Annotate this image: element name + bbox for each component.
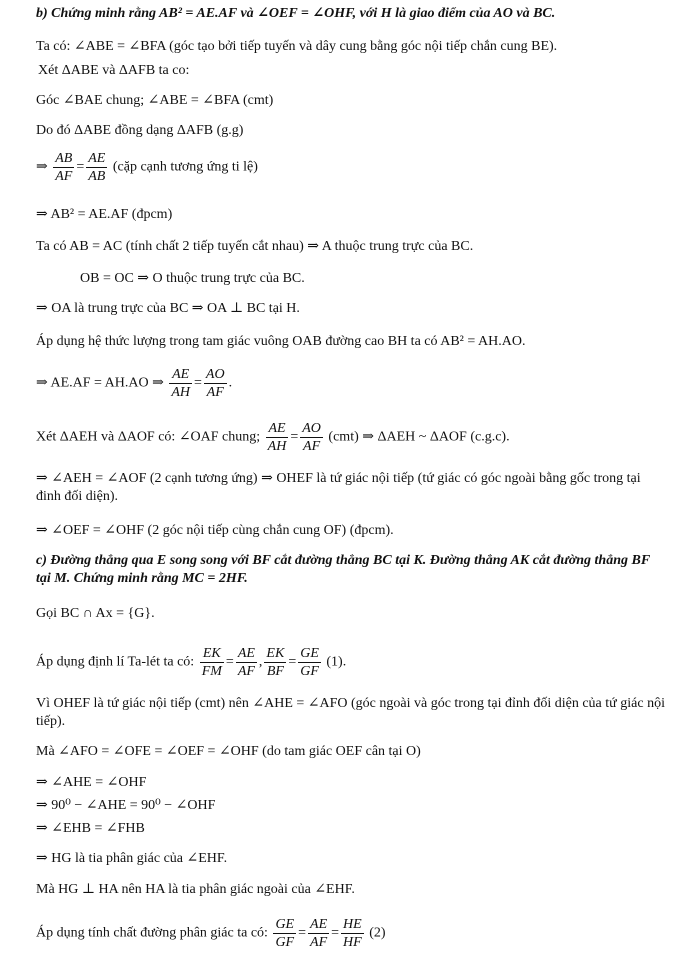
equals-symbol: = (288, 654, 297, 670)
part-c-heading: c) Đường thẳng qua E song song với BF cắt đường thẳng BC tại K. Đường thẳng AK cắt đường thẳng BF tại M. Chứng minh rằng MC = 2HF. (36, 553, 650, 586)
equals-symbol: = (225, 654, 234, 670)
equation-number: (2) (369, 925, 386, 941)
text-line: Áp dụng hệ thức lượng trong tam giác vuông OAB đường cao BH ta có AB² = AH.AO. (36, 334, 526, 349)
fraction-ek-fm (200, 645, 224, 680)
text-line: OB = OC ⇒ O thuộc trung trực của BC. (80, 271, 305, 286)
fraction-ae-ab (86, 150, 107, 185)
fraction-ge-gf (298, 645, 321, 680)
text-line: Áp dụng định lí Ta-lét ta có: (36, 654, 195, 670)
equation-number: (1). (326, 654, 347, 670)
fraction-ae-af (236, 645, 257, 680)
ratio-line (36, 366, 232, 401)
text-line: ⇒ ∠OEF = ∠OHF (2 góc nội tiếp cùng chắn cung OF) (đpcm). (36, 523, 394, 538)
numerator: GE (275, 917, 295, 932)
text-line: Gọi BC ∩ Ax = {G}. (36, 606, 155, 621)
equals-symbol: = (298, 925, 307, 941)
numerator: AO (302, 421, 321, 436)
denominator: AF (206, 385, 224, 400)
numerator: AE (169, 366, 192, 384)
text-line: (cmt) ⇒ ΔAEH ~ ΔAOF (c.g.c). (328, 429, 510, 445)
numerator: AO (205, 367, 225, 382)
text-line: ⇒ ∠AEH = ∠AOF (2 cạnh tương ứng) ⇒ OHEF là tứ giác nội tiếp (tứ giác có góc ngoài bằng gốc trong tại đinh đối diện). (36, 471, 641, 504)
formula: ⇒ AB² = AE.AF (36, 207, 129, 222)
denominator: AF (310, 935, 328, 950)
text-line: ⇒ ∠AHE = ∠OHF (36, 775, 147, 790)
denominator: AH (267, 439, 287, 454)
comma: , (258, 654, 263, 670)
numerator: AE (237, 646, 255, 661)
text-line: (cặp cạnh tương ứng ti lệ) (112, 159, 258, 175)
text-line: ⇒ HG là tia phân giác của ∠EHF. (36, 851, 228, 866)
fraction-ao-af (300, 420, 323, 455)
numerator: AB (55, 151, 73, 166)
text-line: ⇒ 90⁰ − ∠AHE = 90⁰ − ∠OHF (36, 798, 216, 813)
denominator: AF (237, 664, 255, 679)
text-line: Xét ΔABE và ΔAFB ta co: (38, 63, 190, 78)
denominator: AF (303, 439, 321, 454)
fraction-ek-bf (264, 645, 286, 680)
text-line: ⇒ ∠EHB = ∠FHB (36, 821, 145, 836)
denominator: HF (343, 935, 362, 950)
text-line: Vì OHEF là tứ giác nội tiếp (cmt) nên ∠AHE = ∠AFO (góc ngoài và góc trong tại đỉnh đối diện của tứ giác nội tiếp). (36, 696, 665, 729)
fraction-ao-af (204, 366, 227, 401)
result-line (36, 206, 172, 224)
fraction-ge-gf (273, 916, 296, 951)
denominator: BF (266, 664, 284, 679)
equals-symbol: = (331, 925, 340, 941)
fraction-ae-ah (169, 366, 192, 401)
text-line: Áp dụng tính chất đường phân giác ta có: (36, 925, 268, 941)
text-line: Do đó ΔABE đồng dạng ΔAFB (g.g) (36, 123, 244, 138)
equals-symbol: = (290, 429, 299, 445)
ratio-line (36, 420, 510, 455)
text-line: ⇒ AE.AF = AH.AO ⇒ (36, 375, 164, 391)
numerator: EK (200, 645, 224, 663)
text-line: Ta có AB = AC (tính chất 2 tiếp tuyến cắt nhau) ⇒ A thuộc trung trực của BC. (36, 239, 474, 254)
period: . (228, 375, 233, 391)
text-line: ⇒ OA là trung trực của BC ⇒ OA ⊥ BC tại H. (36, 301, 300, 316)
text-line: Ta có: ∠ABE = ∠BFA (góc tạo bởi tiếp tuyến và dây cung bằng góc nội tiếp chắn cung BE). (36, 39, 558, 54)
text-line: Góc ∠BAE chung; ∠ABE = ∠BFA (cmt) (36, 93, 274, 108)
numerator: AE (266, 420, 289, 438)
text-line: Mà ∠AFO = ∠OFE = ∠OEF = ∠OHF (do tam giác OEF cân tại O) (36, 744, 421, 759)
equals-symbol: = (76, 159, 85, 175)
text-line: Xét ΔAEH và ΔAOF có: ∠OAF chung; (36, 429, 261, 445)
denominator: FM (201, 664, 222, 679)
implies-symbol: ⇒ (36, 159, 48, 175)
text-line: Mà HG ⊥ HA nên HA là tia phân giác ngoài của ∠EHF. (36, 882, 355, 897)
fraction-ab-af (53, 150, 74, 185)
denominator: GF (275, 935, 295, 950)
text-line: (đpcm) (131, 207, 173, 222)
fraction-he-hf (341, 916, 364, 951)
numerator: GE (300, 646, 319, 661)
ratio-line (36, 916, 386, 951)
fraction-ae-ah (266, 420, 289, 455)
numerator: EK (266, 646, 285, 661)
equals-symbol: = (193, 375, 202, 391)
numerator: HE (343, 917, 362, 932)
numerator: AE (310, 917, 328, 932)
ratio-line (36, 645, 346, 680)
numerator: AE (88, 151, 106, 166)
denominator: GF (300, 664, 319, 679)
denominator: AF (55, 169, 73, 184)
denominator: AH (171, 385, 190, 400)
part-b-heading: b) Chứng minh rằng AB² = AE.AF và ∠OEF = ∠OHF, với H là giao điểm của AO và BC. (36, 6, 556, 21)
ratio-line (36, 150, 258, 185)
fraction-ae-af (308, 916, 329, 951)
denominator: AB (88, 169, 106, 184)
